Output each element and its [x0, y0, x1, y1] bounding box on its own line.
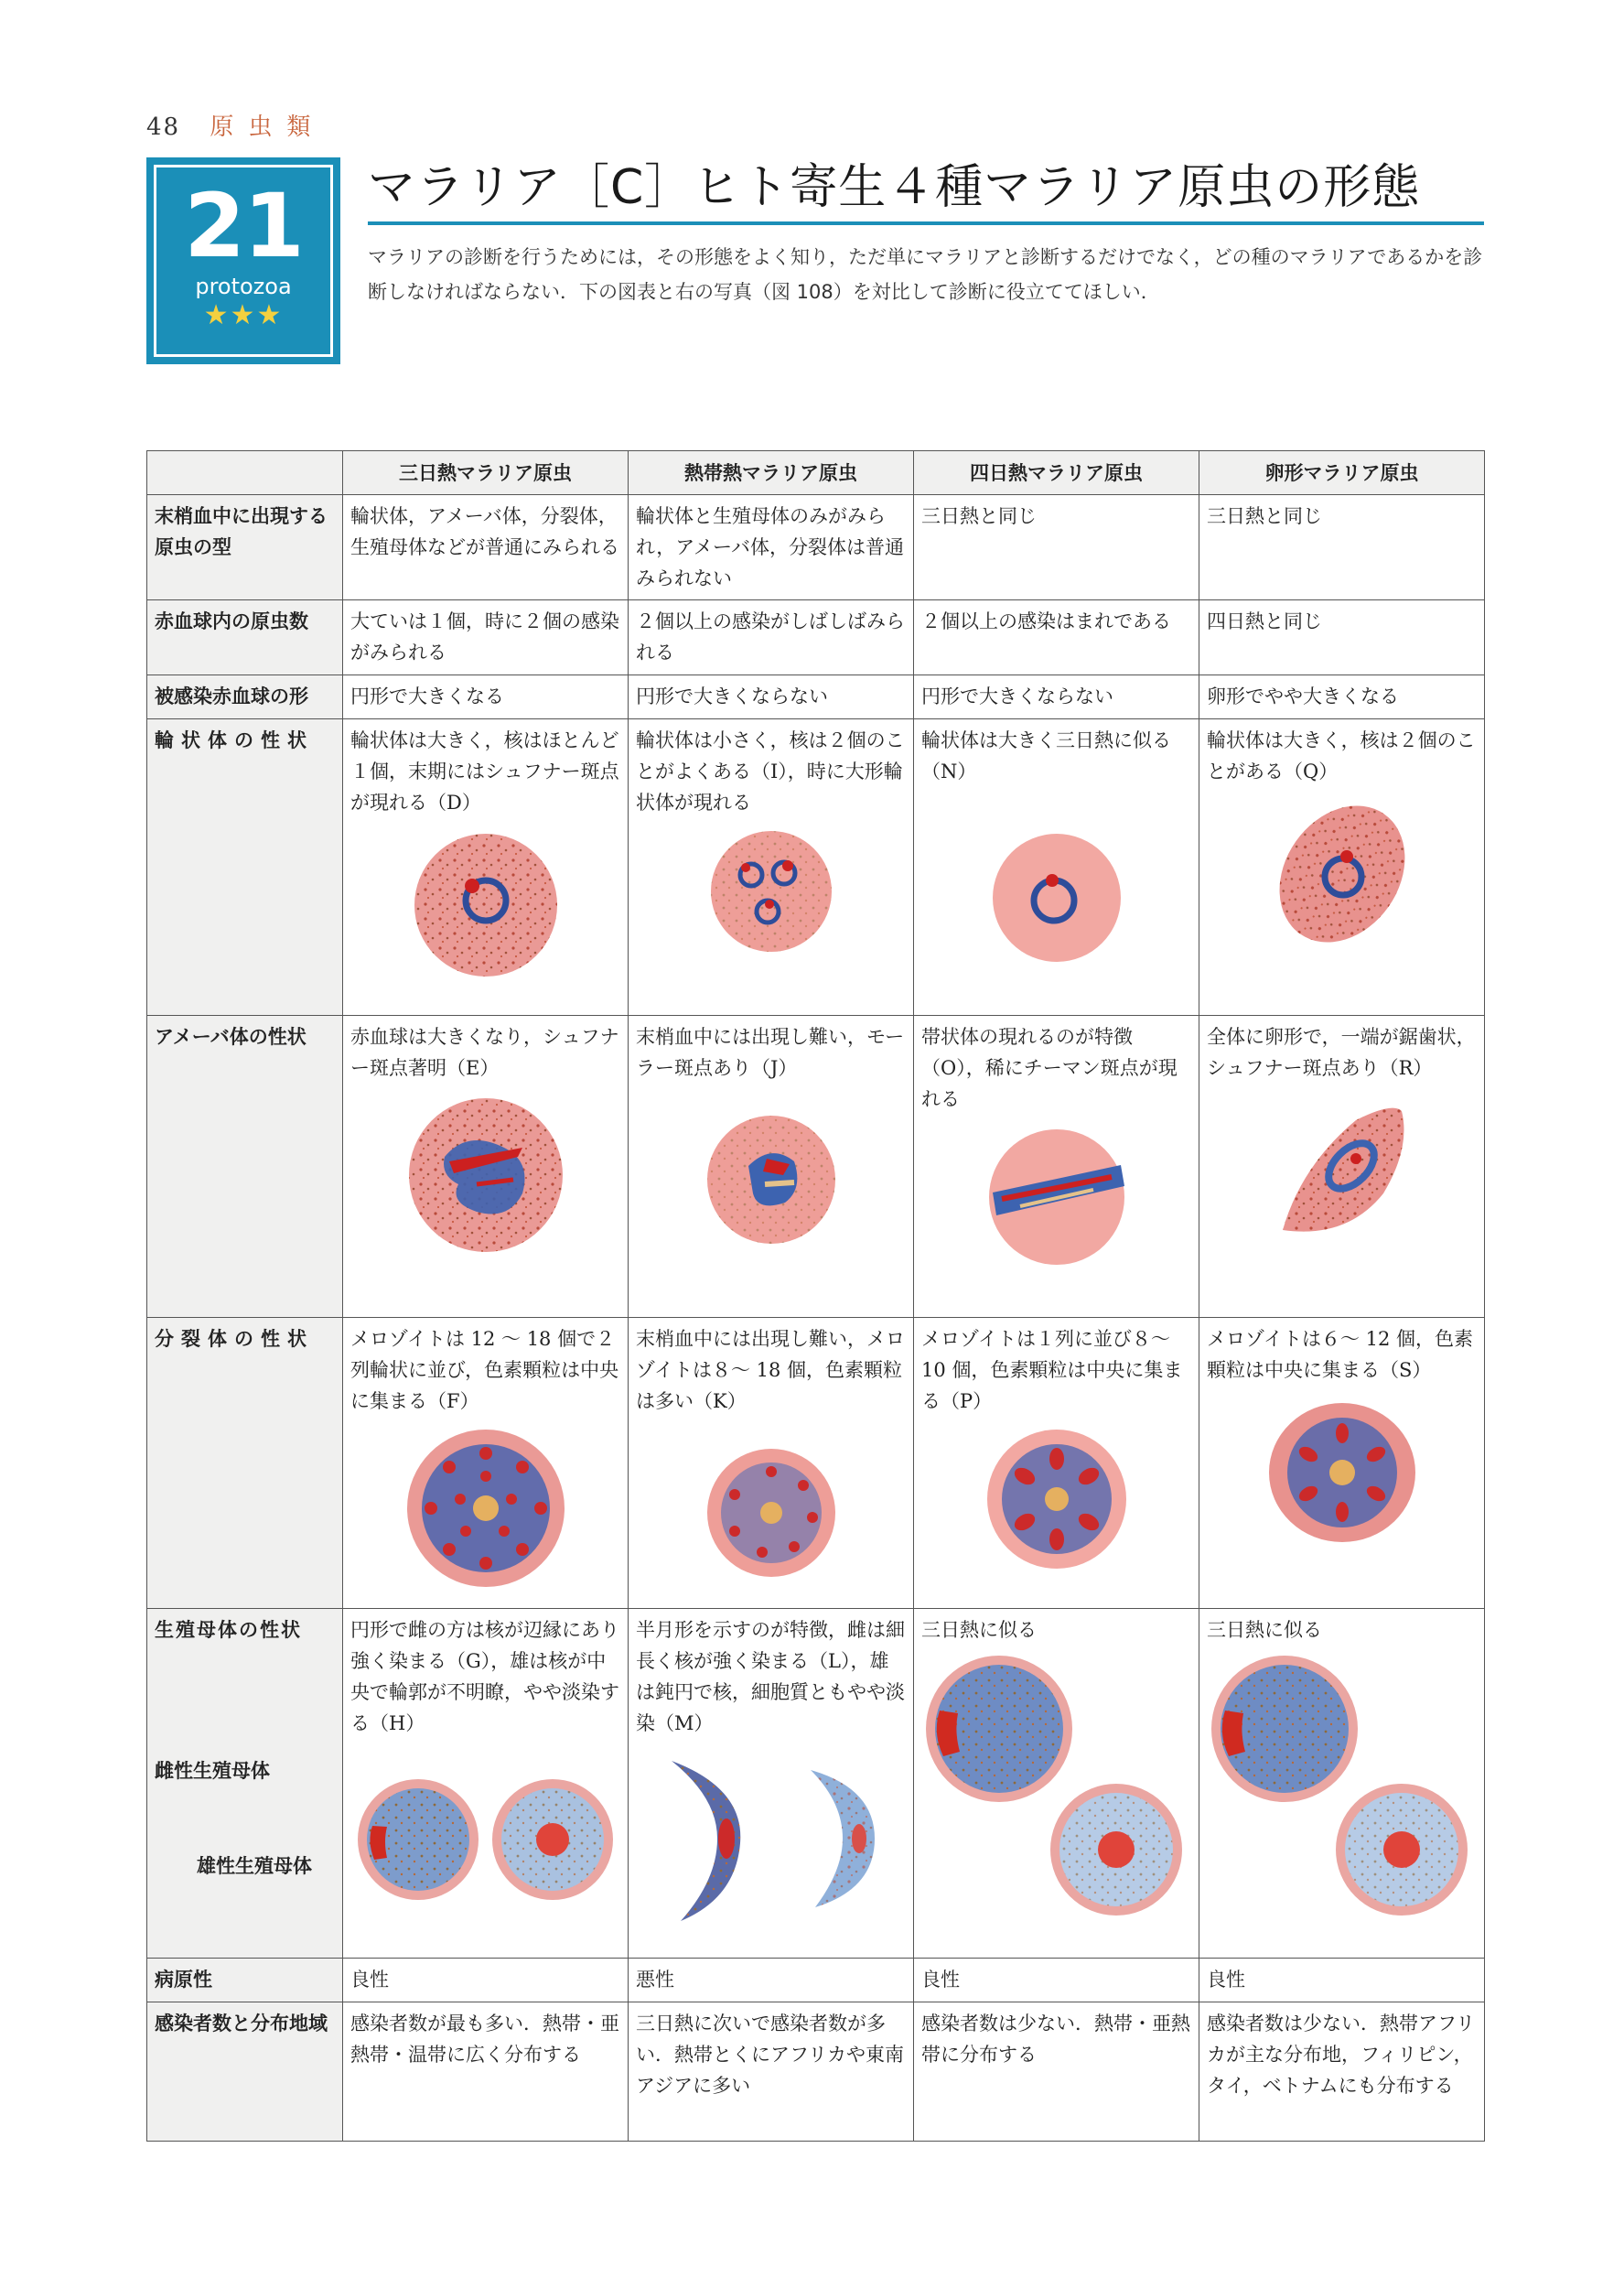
table-cell: [1199, 1609, 1485, 1959]
cell-text: 末梢血中には出現し難い，メロゾイトは８〜 18 個，色素顆粒は多い（K）: [636, 1328, 905, 1412]
table-cell: 円形で大きくならない: [914, 675, 1199, 719]
chapter-badge: [146, 157, 340, 364]
table-cell: 円形で大きくならない: [629, 675, 914, 719]
table-cell: 大ていは１個，時に２個の感染がみられる: [343, 600, 629, 675]
cell-text: 輪状体は大きく，核は２個のことがある（Q）: [1207, 729, 1476, 782]
table-cell: [914, 1318, 1199, 1609]
schizont-vivax-illustration: [403, 1426, 568, 1591]
column-header: 熱帯熱マラリア原虫: [629, 451, 914, 495]
table-row: [147, 719, 1485, 1016]
table-cell: ２個以上の感染がしばしばみられる: [629, 600, 914, 675]
cell-text: 三日熱に似る: [1207, 1619, 1322, 1641]
amoeboid-ovale-illustration: [1264, 1093, 1420, 1248]
amoeboid-vivax-illustration: [403, 1093, 568, 1257]
table-row: [147, 675, 1485, 719]
table-cell: 三日熱に次いで感染者数が多い．熱帯とくにアフリカや東南アジアに多い: [629, 2002, 914, 2142]
cell-text: 円形で雌の方は核が辺縁にあり強く染まる（G），雄は核が中央で輪郭が不明瞭，やや淡染する（H）: [350, 1619, 619, 1734]
cell-text: 半月形を示すのが特徴，雌は細長く核が強く染まる（L），雄は鈍円で核，細胞質ともやや淡染（M）: [636, 1619, 905, 1734]
table-cell: 良性: [914, 1959, 1199, 2002]
female-gametocyte-falciparum-illustration: [653, 1752, 754, 1926]
table-row: [147, 1609, 1485, 1959]
row-header: アメーバ体の性状: [147, 1016, 343, 1318]
table-cell: [343, 1016, 629, 1318]
male-gametocyte-ovale-illustration: [1333, 1781, 1470, 1918]
cell-text: 帯状体の現れるのが特徴（O），稀にチーマン斑点が現れる: [921, 1026, 1178, 1110]
male-gametocyte-vivax-illustration: [489, 1775, 617, 1904]
table-cell: 三日熱と同じ: [1199, 495, 1485, 600]
table-row: [147, 600, 1485, 675]
table-cell: ２個以上の感染はまれである: [914, 600, 1199, 675]
row-header: [147, 1609, 343, 1959]
ring-form-falciparum-illustration: [707, 827, 835, 955]
table-row: [147, 1959, 1485, 2002]
table-cell: [629, 719, 914, 1016]
table-cell: [914, 1016, 1199, 1318]
row-header: 感染者数と分布地域: [147, 2002, 343, 2142]
row-header: 輪状体の性状: [147, 719, 343, 1016]
male-gametocyte-label: 雄性生殖母体: [197, 1855, 312, 1877]
cell-text: 輪状体は大きく三日熱に似る（N）: [921, 729, 1171, 782]
chapter-category: protozoa: [195, 274, 292, 299]
table-cell: 感染者数は少ない．熱帯アフリカが主な分布地，フィリピン，タイ，ベトナムにも分布する: [1199, 2002, 1485, 2142]
table-cell: [343, 1318, 629, 1609]
table-cell: 良性: [343, 1959, 629, 2002]
page-title: マラリア［C］ヒト寄生４種マラリア原虫の形態: [368, 160, 1421, 215]
comparison-table: [146, 450, 1485, 2142]
table-cell: 感染者数は少ない．熱帯・亜熱帯に分布する: [914, 2002, 1199, 2142]
section-name: 原虫類: [210, 113, 326, 141]
schizont-malariae-illustration: [984, 1426, 1130, 1572]
table-cell: [629, 1609, 914, 1959]
table-row: [147, 1318, 1485, 1609]
table-cell: 悪性: [629, 1959, 914, 2002]
gametocyte-illustrations: [921, 1651, 1191, 1926]
row-header: 赤血球内の原虫数: [147, 600, 343, 675]
row-header-label: 生殖母体の性状: [155, 1619, 302, 1641]
difficulty-stars: ★★★: [203, 299, 284, 331]
table-cell: [914, 1609, 1199, 1959]
title-rule: [368, 221, 1484, 225]
column-header: 四日熱マラリア原虫: [914, 451, 1199, 495]
table-cell: 感染者数が最も多い．熱帯・亜熱帯・温帯に広く分布する: [343, 2002, 629, 2142]
table-cell: [1199, 1318, 1485, 1609]
table-cell: [629, 1318, 914, 1609]
table-cell: 輪状体と生殖母体のみがみられ，アメーバ体，分裂体は普通みられない: [629, 495, 914, 600]
table-cell: [1199, 719, 1485, 1016]
row-header: 被感染赤血球の形: [147, 675, 343, 719]
row-header: [147, 1959, 343, 2002]
row-header: 分裂体の性状: [147, 1318, 343, 1609]
column-header: 三日熱マラリア原虫: [343, 451, 629, 495]
ring-form-ovale-illustration: [1264, 796, 1420, 952]
cell-text: 全体に卵形で，一端が鋸歯状，シュフナー斑点あり（R）: [1207, 1026, 1476, 1079]
row-header-label: 病原性: [155, 1969, 212, 1991]
cell-text: メロゾイトは１列に並び８〜 10 個，色素顆粒は中央に集まる（P）: [921, 1328, 1183, 1412]
table-cell: 輪状体，アメーバ体，分裂体，生殖母体などが普通にみられる: [343, 495, 629, 600]
column-header: 卵形マラリア原虫: [1199, 451, 1485, 495]
corner-cell: [147, 451, 343, 495]
male-gametocyte-malariae-illustration: [1048, 1781, 1185, 1918]
gametocyte-illustrations: [350, 1775, 620, 1904]
female-gametocyte-label: 雌性生殖母体: [155, 1760, 270, 1782]
cell-text: 輪状体は小さく，核は２個のことがよくある（I），時に大形輪状体が現れる: [636, 729, 905, 814]
table-cell: [914, 719, 1199, 1016]
table-cell: 卵形でやや大きくなる: [1199, 675, 1485, 719]
running-head: [146, 108, 325, 142]
intro-paragraph: マラリアの診断を行うためには，その形態をよく知り，ただ単にマラリアと診断するだけでなく，どの種のマラリアであるかを診断しなければならない．下の図表と右の写真（図 108）を対比して診断に役立ててほしい．: [368, 246, 1483, 303]
cell-text: メロゾイトは６〜 12 個，色素顆粒は中央に集まる（S）: [1207, 1328, 1474, 1381]
cell-text: 輪状体は大きく，核はほとんど１個，末期にはシュフナー斑点が現れる（D）: [350, 729, 619, 814]
table-cell: [343, 1609, 629, 1959]
table-row: [147, 495, 1485, 600]
table-cell: [1199, 1016, 1485, 1318]
chapter-number: 21: [184, 175, 303, 277]
schizont-falciparum-illustration: [703, 1444, 840, 1581]
table-cell: 円形で大きくなる: [343, 675, 629, 719]
page-number: 48: [146, 113, 181, 141]
table-row: [147, 2002, 1485, 2142]
ring-form-malariae-illustration: [988, 829, 1125, 966]
table-cell: 三日熱と同じ: [914, 495, 1199, 600]
table-row: [147, 1016, 1485, 1318]
ring-form-vivax-illustration: [408, 827, 564, 983]
gametocyte-illustrations: [1207, 1651, 1477, 1926]
male-gametocyte-falciparum-illustration: [788, 1761, 888, 1916]
cell-text: 末梢血中には出現し難い，モーラー斑点あり（J）: [636, 1026, 905, 1079]
table-cell: [343, 719, 629, 1016]
table-cell: 良性: [1199, 1959, 1485, 2002]
band-form-malariae-illustration: [984, 1124, 1130, 1270]
cell-text: 三日熱に似る: [921, 1619, 1037, 1641]
schizont-ovale-illustration: [1264, 1395, 1420, 1550]
row-header: 末梢血中に出現する原虫の型: [147, 495, 343, 600]
gametocyte-illustrations: [636, 1752, 906, 1926]
amoeboid-falciparum-illustration: [703, 1111, 840, 1248]
table-header-row: [147, 451, 1485, 495]
table-cell: 四日熱と同じ: [1199, 600, 1485, 675]
table-cell: [629, 1016, 914, 1318]
female-gametocyte-vivax-illustration: [354, 1775, 482, 1904]
cell-text: 赤血球は大きくなり，シュフナー斑点著明（E）: [350, 1026, 619, 1079]
cell-text: メロゾイトは 12 〜 18 個で２列輪状に並び，色素顆粒は中央に集まる（F）: [350, 1328, 619, 1412]
